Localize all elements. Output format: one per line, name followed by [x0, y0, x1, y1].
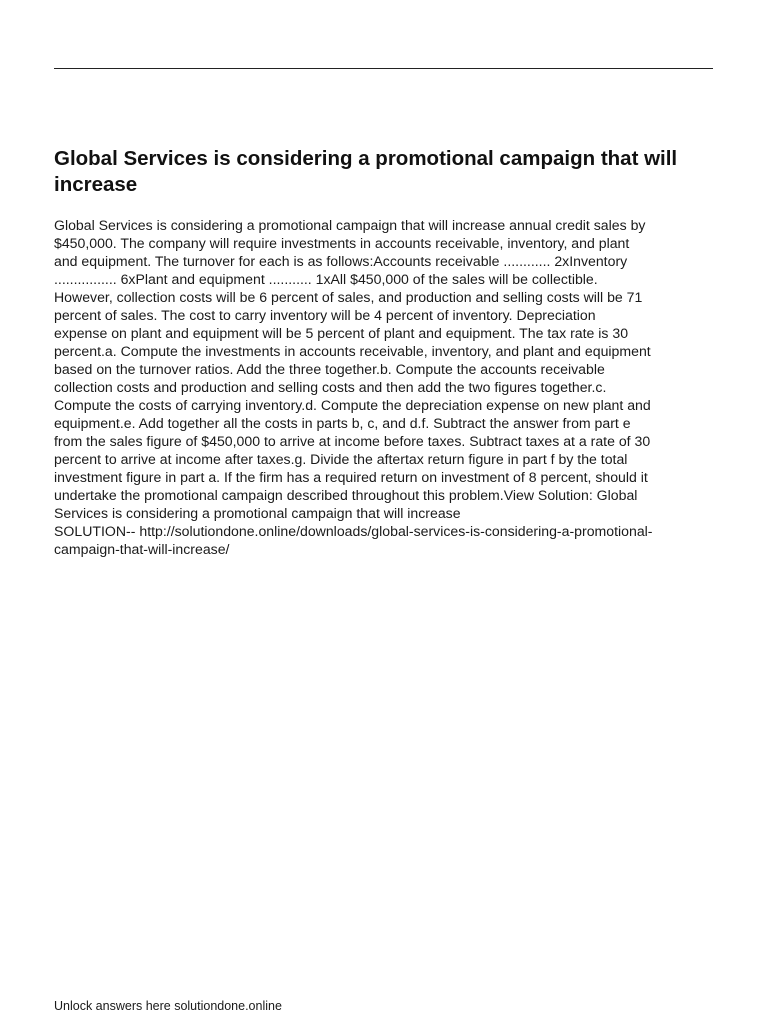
- body-line: percent to arrive at income after taxes.g. Divide the aftertax return figure in part f by the total: [54, 451, 628, 468]
- body-line: investment figure in part a. If the firm has a required return on investment of 8 percent, should it: [54, 469, 648, 486]
- solution-label: SOLUTION--: [54, 523, 140, 540]
- body-line: expense on plant and equipment will be 5 percent of plant and equipment. The tax rate is 30: [54, 324, 629, 341]
- solution-line: [54, 522, 716, 540]
- body-line: based on the turnover ratios. Add the three together.b. Compute the accounts receivable: [54, 360, 605, 377]
- solution-link-continued[interactable]: [54, 540, 716, 558]
- body-line: from the sales figure of $450,000 to arrive at income before taxes. Subtract taxes at a rate of 30: [54, 433, 651, 450]
- problem-text: [54, 216, 716, 559]
- solution-link[interactable]: http://solutiondone.online/downloads/global-services-is-considering-a-promotional-: [139, 523, 653, 540]
- body-line: percent.a. Compute the investments in accounts receivable, inventory, and plant and equipment: [54, 342, 651, 359]
- body-line: Services is considering a promotional campaign that will increase: [54, 505, 461, 522]
- body-line: undertake the promotional campaign described throughout this problem.View Solution: Global: [54, 487, 638, 504]
- body-line: Compute the costs of carrying inventory.d. Compute the depreciation expense on new plant and: [54, 396, 651, 413]
- body-line: equipment.e. Add together all the costs in parts b, c, and d.f. Subtract the answer from part e: [54, 415, 631, 432]
- body-line: However, collection costs will be 6 percent of sales, and production and selling costs will be 71: [54, 288, 643, 305]
- body-line: percent of sales. The cost to carry inventory will be 4 percent of inventory. Depreciation: [54, 306, 596, 323]
- body-line: $450,000. The company will require investments in accounts receivable, inventory, and plant: [54, 234, 630, 251]
- footer-unlock-text: Unlock answers here solutiondone.online: [54, 999, 282, 1013]
- body-line: collection costs and production and selling costs and then add the two figures together.c.: [54, 378, 607, 395]
- header-divider: [54, 68, 713, 69]
- body-line: and equipment. The turnover for each is as follows:Accounts receivable ............ 2xInventory: [54, 252, 628, 269]
- page-title: Global Services is considering a promotional campaign that will increase: [54, 147, 678, 196]
- body-line: ................ 6xPlant and equipment ........... 1xAll $450,000 of the sales will be collectible.: [54, 270, 598, 287]
- body-line: Global Services is considering a promotional campaign that will increase annual credit sales by: [54, 216, 646, 233]
- solution-link-tail[interactable]: campaign-that-will-increase/: [54, 541, 230, 558]
